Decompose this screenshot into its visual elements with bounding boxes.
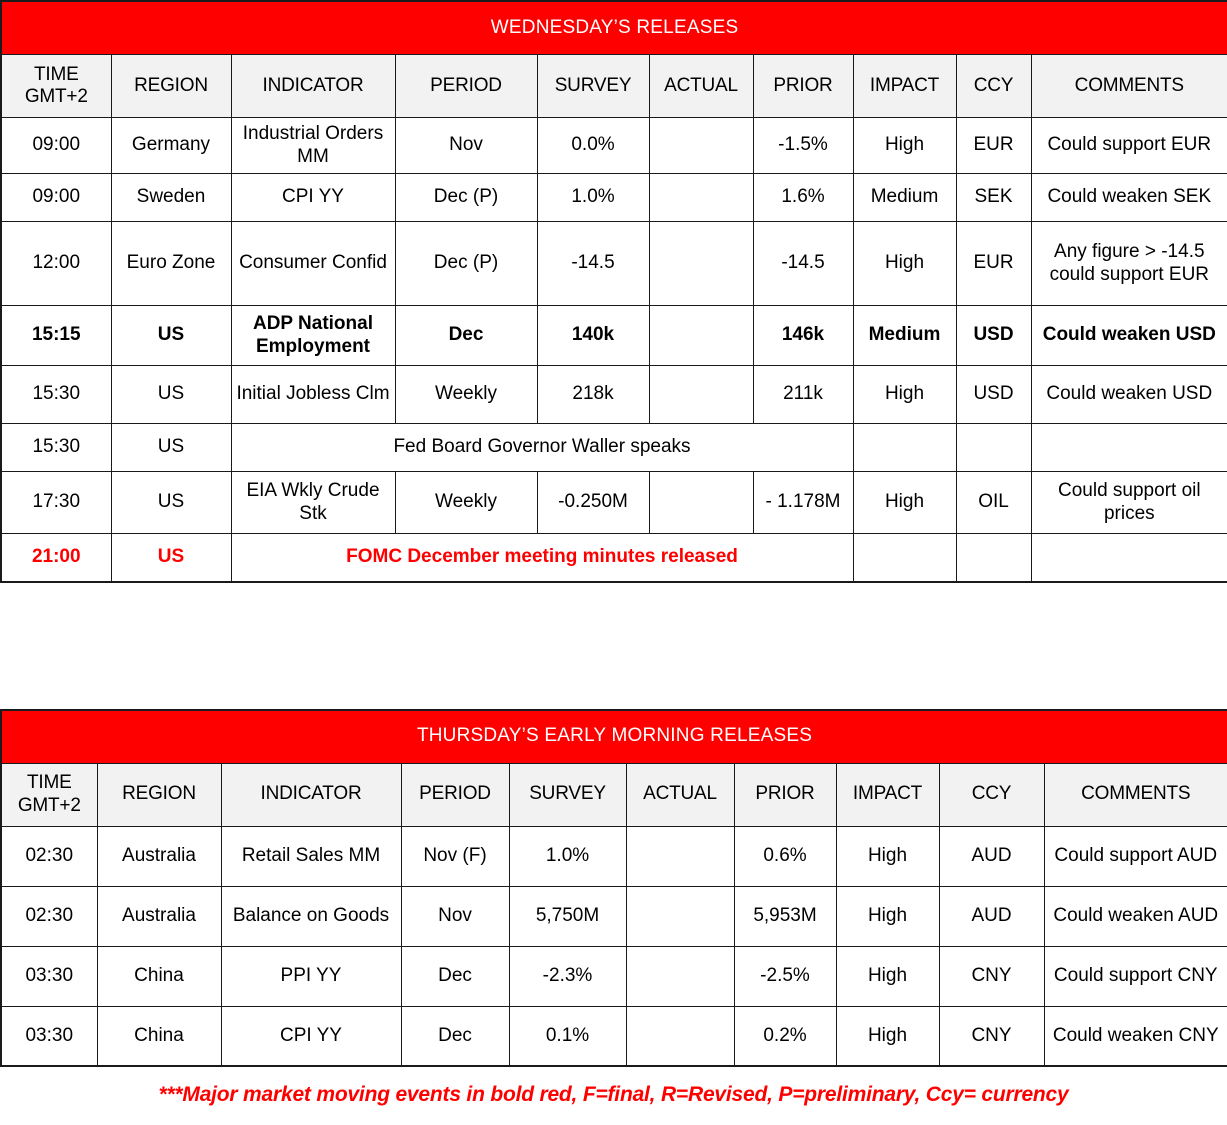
cell-ccy: USD xyxy=(956,366,1031,424)
table-row-event xyxy=(1,534,1227,582)
cell-period: Dec (P) xyxy=(395,222,537,306)
cell-prior: 1.6% xyxy=(753,174,853,222)
column-header-survey: SURVEY xyxy=(537,55,649,118)
cell-comments: Any figure > -14.5 could support EUR xyxy=(1031,222,1227,306)
cell-actual xyxy=(649,222,753,306)
cell-survey: -14.5 xyxy=(537,222,649,306)
cell-region: US xyxy=(111,424,231,472)
cell-time: 03:30 xyxy=(1,946,97,1006)
cell-comments: Could weaken CNY xyxy=(1044,1006,1227,1066)
thursday-title-row xyxy=(1,710,1227,764)
cell-period: Weekly xyxy=(395,472,537,534)
cell-region: Germany xyxy=(111,118,231,174)
table-row xyxy=(1,306,1227,366)
column-header-actual: ACTUAL xyxy=(649,55,753,118)
thursday-releases-table xyxy=(0,709,1227,1068)
cell-indicator: CPI YY xyxy=(221,1006,401,1066)
column-header-comments: COMMENTS xyxy=(1044,763,1227,826)
cell-region: US xyxy=(111,472,231,534)
column-header-time xyxy=(1,55,111,118)
cell-event-text: FOMC December meeting minutes released xyxy=(231,534,853,582)
cell-ccy xyxy=(956,534,1031,582)
cell-prior: -1.5% xyxy=(753,118,853,174)
cell-time: 12:00 xyxy=(1,222,111,306)
cell-comments: Could weaken SEK xyxy=(1031,174,1227,222)
cell-indicator: Initial Jobless Clm xyxy=(231,366,395,424)
cell-period: Nov (F) xyxy=(401,826,509,886)
cell-time: 17:30 xyxy=(1,472,111,534)
table-row xyxy=(1,222,1227,306)
cell-indicator: Retail Sales MM xyxy=(221,826,401,886)
cell-impact: High xyxy=(853,118,956,174)
cell-region: China xyxy=(97,946,221,1006)
table-gap-spacer xyxy=(0,583,1227,709)
cell-region: Euro Zone xyxy=(111,222,231,306)
column-header-time xyxy=(1,763,97,826)
cell-region: US xyxy=(111,534,231,582)
cell-prior: 0.2% xyxy=(734,1006,836,1066)
table-row xyxy=(1,118,1227,174)
cell-impact: High xyxy=(853,366,956,424)
table-row xyxy=(1,826,1227,886)
cell-prior: 146k xyxy=(753,306,853,366)
column-header-region: REGION xyxy=(97,763,221,826)
cell-ccy: USD xyxy=(956,306,1031,366)
table-row xyxy=(1,886,1227,946)
cell-indicator: Balance on Goods xyxy=(221,886,401,946)
cell-time: 02:30 xyxy=(1,886,97,946)
cell-ccy: EUR xyxy=(956,222,1031,306)
column-header-survey: SURVEY xyxy=(509,763,626,826)
column-header-ccy: CCY xyxy=(939,763,1044,826)
cell-period: Nov xyxy=(395,118,537,174)
cell-comments: Could weaken USD xyxy=(1031,306,1227,366)
column-header-indicator: INDICATOR xyxy=(231,55,395,118)
cell-impact: High xyxy=(836,946,939,1006)
cell-survey: 0.1% xyxy=(509,1006,626,1066)
legend-footnote: ***Major market moving events in bold red, F=final, R=Revised, P=preliminary, Ccy= currency xyxy=(158,1083,1069,1106)
column-header-time-line2: GMT+2 xyxy=(24,86,88,107)
cell-time: 02:30 xyxy=(1,826,97,886)
cell-impact: Medium xyxy=(853,174,956,222)
cell-period: Dec xyxy=(401,1006,509,1066)
cell-survey: -0.250M xyxy=(537,472,649,534)
cell-comments: Could support EUR xyxy=(1031,118,1227,174)
cell-comments: Could support oil prices xyxy=(1031,472,1227,534)
cell-time: 09:00 xyxy=(1,174,111,222)
cell-time: 15:15 xyxy=(1,306,111,366)
cell-time: 09:00 xyxy=(1,118,111,174)
cell-prior: 0.6% xyxy=(734,826,836,886)
cell-actual xyxy=(626,1006,734,1066)
cell-indicator: Industrial Orders MM xyxy=(231,118,395,174)
cell-actual xyxy=(649,174,753,222)
column-header-time-line2: GMT+2 xyxy=(17,794,81,816)
cell-ccy: AUD xyxy=(939,826,1044,886)
thursday-title: THURSDAY’S EARLY MORNING RELEASES xyxy=(1,710,1227,764)
cell-ccy: AUD xyxy=(939,886,1044,946)
cell-actual xyxy=(626,886,734,946)
column-header-indicator: INDICATOR xyxy=(221,763,401,826)
cell-actual xyxy=(649,306,753,366)
column-header-impact: IMPACT xyxy=(836,763,939,826)
cell-survey: 1.0% xyxy=(509,826,626,886)
cell-actual xyxy=(626,826,734,886)
cell-actual xyxy=(649,366,753,424)
cell-comments: Could weaken AUD xyxy=(1044,886,1227,946)
cell-region: Sweden xyxy=(111,174,231,222)
cell-comments: Could weaken USD xyxy=(1031,366,1227,424)
cell-ccy: CNY xyxy=(939,1006,1044,1066)
cell-time: 03:30 xyxy=(1,1006,97,1066)
cell-comments xyxy=(1031,424,1227,472)
cell-time: 15:30 xyxy=(1,424,111,472)
cell-time: 15:30 xyxy=(1,366,111,424)
cell-indicator: PPI YY xyxy=(221,946,401,1006)
cell-comments: Could support CNY xyxy=(1044,946,1227,1006)
cell-prior: 211k xyxy=(753,366,853,424)
table-row xyxy=(1,174,1227,222)
column-header-prior: PRIOR xyxy=(734,763,836,826)
cell-period: Dec (P) xyxy=(395,174,537,222)
column-header-comments: COMMENTS xyxy=(1031,55,1227,118)
cell-event-text: Fed Board Governor Waller speaks xyxy=(231,424,853,472)
table-row xyxy=(1,1006,1227,1066)
cell-survey: 5,750M xyxy=(509,886,626,946)
cell-ccy: EUR xyxy=(956,118,1031,174)
cell-actual xyxy=(649,472,753,534)
cell-impact: High xyxy=(836,826,939,886)
cell-impact xyxy=(853,424,956,472)
column-header-region: REGION xyxy=(111,55,231,118)
cell-actual xyxy=(649,118,753,174)
cell-indicator: CPI YY xyxy=(231,174,395,222)
cell-ccy xyxy=(956,424,1031,472)
cell-indicator: Consumer Confid xyxy=(231,222,395,306)
cell-impact: High xyxy=(853,472,956,534)
cell-ccy: CNY xyxy=(939,946,1044,1006)
cell-survey: 1.0% xyxy=(537,174,649,222)
cell-comments xyxy=(1031,534,1227,582)
column-header-prior: PRIOR xyxy=(753,55,853,118)
cell-region: US xyxy=(111,306,231,366)
table-row xyxy=(1,366,1227,424)
cell-comments: Could support AUD xyxy=(1044,826,1227,886)
cell-region: US xyxy=(111,366,231,424)
cell-impact: High xyxy=(853,222,956,306)
column-header-period: PERIOD xyxy=(401,763,509,826)
column-header-impact: IMPACT xyxy=(853,55,956,118)
cell-prior: -14.5 xyxy=(753,222,853,306)
column-header-time-line1: TIME xyxy=(33,63,79,85)
cell-time: 21:00 xyxy=(1,534,111,582)
cell-region: Australia xyxy=(97,886,221,946)
cell-ccy: SEK xyxy=(956,174,1031,222)
cell-prior: - 1.178M xyxy=(753,472,853,534)
cell-prior: 5,953M xyxy=(734,886,836,946)
cell-survey: 140k xyxy=(537,306,649,366)
thursday-header-row xyxy=(1,763,1227,826)
cell-period: Nov xyxy=(401,886,509,946)
wednesday-header-row xyxy=(1,55,1227,118)
wednesday-title: WEDNESDAY’S RELEASES xyxy=(1,1,1227,55)
table-row-event xyxy=(1,424,1227,472)
cell-actual xyxy=(626,946,734,1006)
cell-ccy: OIL xyxy=(956,472,1031,534)
cell-period: Weekly xyxy=(395,366,537,424)
cell-prior: -2.5% xyxy=(734,946,836,1006)
cell-survey: 218k xyxy=(537,366,649,424)
cell-period: Dec xyxy=(401,946,509,1006)
column-header-period: PERIOD xyxy=(395,55,537,118)
cell-region: Australia xyxy=(97,826,221,886)
cell-impact xyxy=(853,534,956,582)
cell-impact: High xyxy=(836,1006,939,1066)
column-header-ccy: CCY xyxy=(956,55,1031,118)
cell-survey: 0.0% xyxy=(537,118,649,174)
table-row xyxy=(1,946,1227,1006)
cell-period: Dec xyxy=(395,306,537,366)
cell-indicator: ADP National Employment xyxy=(231,306,395,366)
wednesday-title-row xyxy=(1,1,1227,55)
cell-impact: Medium xyxy=(853,306,956,366)
column-header-actual: ACTUAL xyxy=(626,763,734,826)
table-row xyxy=(1,472,1227,534)
cell-survey: -2.3% xyxy=(509,946,626,1006)
cell-region: China xyxy=(97,1006,221,1066)
column-header-time-line1: TIME xyxy=(26,772,72,794)
cell-impact: High xyxy=(836,886,939,946)
cell-indicator: EIA Wkly Crude Stk xyxy=(231,472,395,534)
